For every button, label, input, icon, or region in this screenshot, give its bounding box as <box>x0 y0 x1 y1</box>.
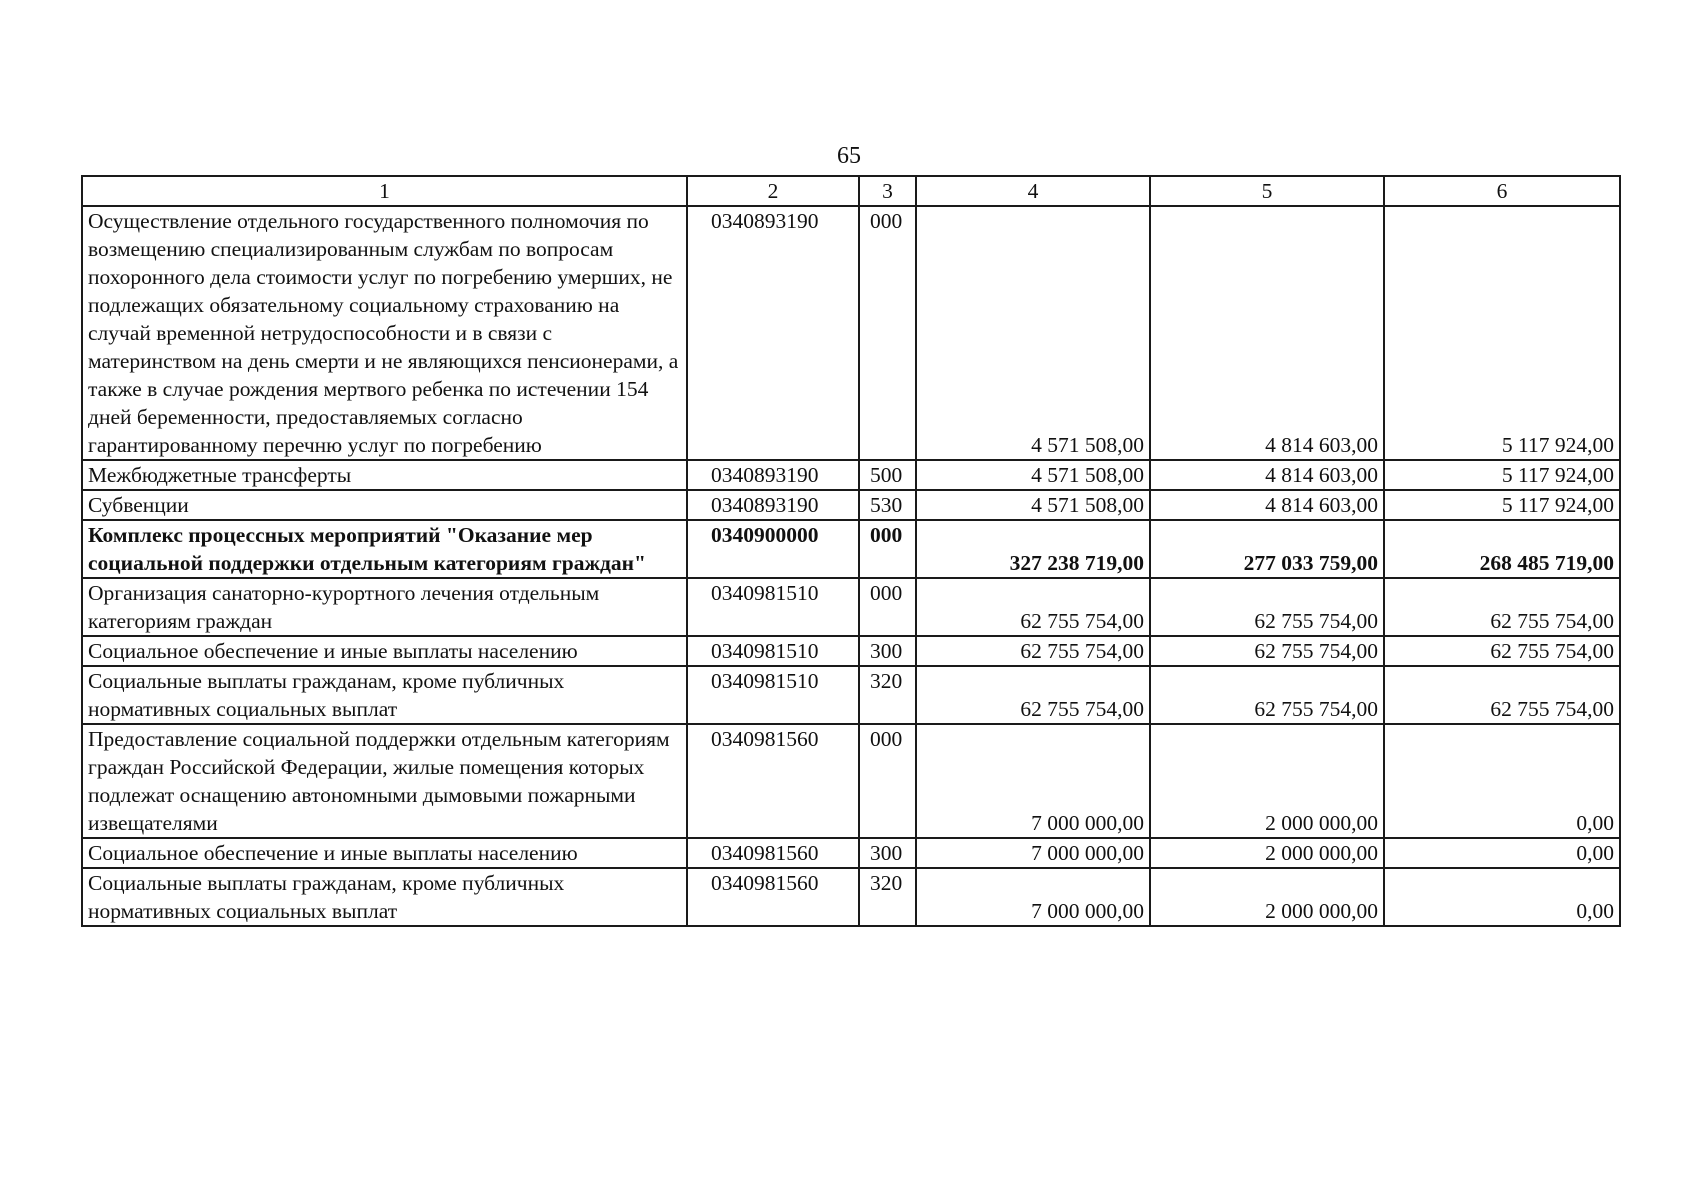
expense-type-code: 000 <box>859 206 916 460</box>
table-row <box>82 838 1620 868</box>
target-article-code: 0340981560 <box>687 724 859 838</box>
expense-type-code: 000 <box>859 724 916 838</box>
amount-year-1: 62 755 754,00 <box>916 578 1150 636</box>
amount-year-1: 7 000 000,00 <box>916 868 1150 926</box>
row-description: Осуществление отдельного государственного полномочия по возмещению специализированным службам по вопросам похоронного дела стоимости услуг по погребению умерших, не подлежащих обязательному социальному страхованию на случай временной нетрудоспособности и в связи с материнством на день смерти и не являющихся пенсионерами, а также в случае рождения мертвого ребенка по истечении 154 дней беременности, предоставляемых согласно гарантированному перечню услуг по погребению <box>82 206 687 460</box>
target-article-code: 0340893190 <box>687 490 859 520</box>
amount-year-3: 5 117 924,00 <box>1384 460 1620 490</box>
amount-year-3: 62 755 754,00 <box>1384 636 1620 666</box>
amount-year-3: 62 755 754,00 <box>1384 578 1620 636</box>
amount-year-3: 62 755 754,00 <box>1384 666 1620 724</box>
row-description: Социальное обеспечение и иные выплаты населению <box>82 838 687 868</box>
amount-year-2: 62 755 754,00 <box>1150 636 1384 666</box>
expense-type-code: 320 <box>859 666 916 724</box>
row-description: Организация санаторно-курортного лечения отдельным категориям граждан <box>82 578 687 636</box>
row-description: Социальные выплаты гражданам, кроме публичных нормативных социальных выплат <box>82 666 687 724</box>
expense-type-code: 500 <box>859 460 916 490</box>
amount-year-2: 277 033 759,00 <box>1150 520 1384 578</box>
amount-year-1: 62 755 754,00 <box>916 666 1150 724</box>
column-header: 1 <box>82 176 687 206</box>
amount-year-1: 4 571 508,00 <box>916 206 1150 460</box>
column-header: 5 <box>1150 176 1384 206</box>
table-row <box>82 460 1620 490</box>
amount-year-1: 7 000 000,00 <box>916 724 1150 838</box>
amount-year-1: 327 238 719,00 <box>916 520 1150 578</box>
amount-year-1: 4 571 508,00 <box>916 490 1150 520</box>
expense-type-code: 300 <box>859 838 916 868</box>
column-header: 4 <box>916 176 1150 206</box>
amount-year-2: 2 000 000,00 <box>1150 868 1384 926</box>
table-row <box>82 578 1620 636</box>
amount-year-2: 4 814 603,00 <box>1150 490 1384 520</box>
table-row <box>82 724 1620 838</box>
amount-year-2: 4 814 603,00 <box>1150 206 1384 460</box>
row-description: Социальные выплаты гражданам, кроме публичных нормативных социальных выплат <box>82 868 687 926</box>
table-row <box>82 666 1620 724</box>
expense-type-code: 300 <box>859 636 916 666</box>
expense-type-code: 530 <box>859 490 916 520</box>
row-description: Социальное обеспечение и иные выплаты населению <box>82 636 687 666</box>
target-article-code: 0340981510 <box>687 636 859 666</box>
row-description: Межбюджетные трансферты <box>82 460 687 490</box>
target-article-code: 0340893190 <box>687 206 859 460</box>
target-article-code: 0340981560 <box>687 838 859 868</box>
table-row <box>82 206 1620 460</box>
amount-year-1: 7 000 000,00 <box>916 838 1150 868</box>
amount-year-2: 2 000 000,00 <box>1150 838 1384 868</box>
budget-table <box>81 175 1621 927</box>
amount-year-3: 0,00 <box>1384 838 1620 868</box>
target-article-code: 0340981560 <box>687 868 859 926</box>
amount-year-3: 0,00 <box>1384 724 1620 838</box>
table-row <box>82 868 1620 926</box>
page-number: 65 <box>837 143 861 169</box>
target-article-code: 0340900000 <box>687 520 859 578</box>
table-row <box>82 636 1620 666</box>
amount-year-2: 62 755 754,00 <box>1150 666 1384 724</box>
target-article-code: 0340981510 <box>687 578 859 636</box>
expense-type-code: 320 <box>859 868 916 926</box>
target-article-code: 0340893190 <box>687 460 859 490</box>
amount-year-3: 0,00 <box>1384 868 1620 926</box>
amount-year-2: 4 814 603,00 <box>1150 460 1384 490</box>
column-header: 6 <box>1384 176 1620 206</box>
target-article-code: 0340981510 <box>687 666 859 724</box>
amount-year-3: 5 117 924,00 <box>1384 490 1620 520</box>
row-description: Субвенции <box>82 490 687 520</box>
column-header: 2 <box>687 176 859 206</box>
expense-type-code: 000 <box>859 520 916 578</box>
amount-year-3: 268 485 719,00 <box>1384 520 1620 578</box>
expense-type-code: 000 <box>859 578 916 636</box>
amount-year-2: 2 000 000,00 <box>1150 724 1384 838</box>
table-header-row <box>82 176 1620 206</box>
column-header: 3 <box>859 176 916 206</box>
table-row <box>82 490 1620 520</box>
amount-year-2: 62 755 754,00 <box>1150 578 1384 636</box>
amount-year-1: 4 571 508,00 <box>916 460 1150 490</box>
amount-year-1: 62 755 754,00 <box>916 636 1150 666</box>
table-row <box>82 520 1620 578</box>
row-description: Предоставление социальной поддержки отдельным категориям граждан Российской Федерации, жилые помещения которых подлежат оснащению автономными дымовыми пожарными извещателями <box>82 724 687 838</box>
amount-year-3: 5 117 924,00 <box>1384 206 1620 460</box>
row-description: Комплекс процессных мероприятий "Оказание мер социальной поддержки отдельным категориям граждан" <box>82 520 687 578</box>
